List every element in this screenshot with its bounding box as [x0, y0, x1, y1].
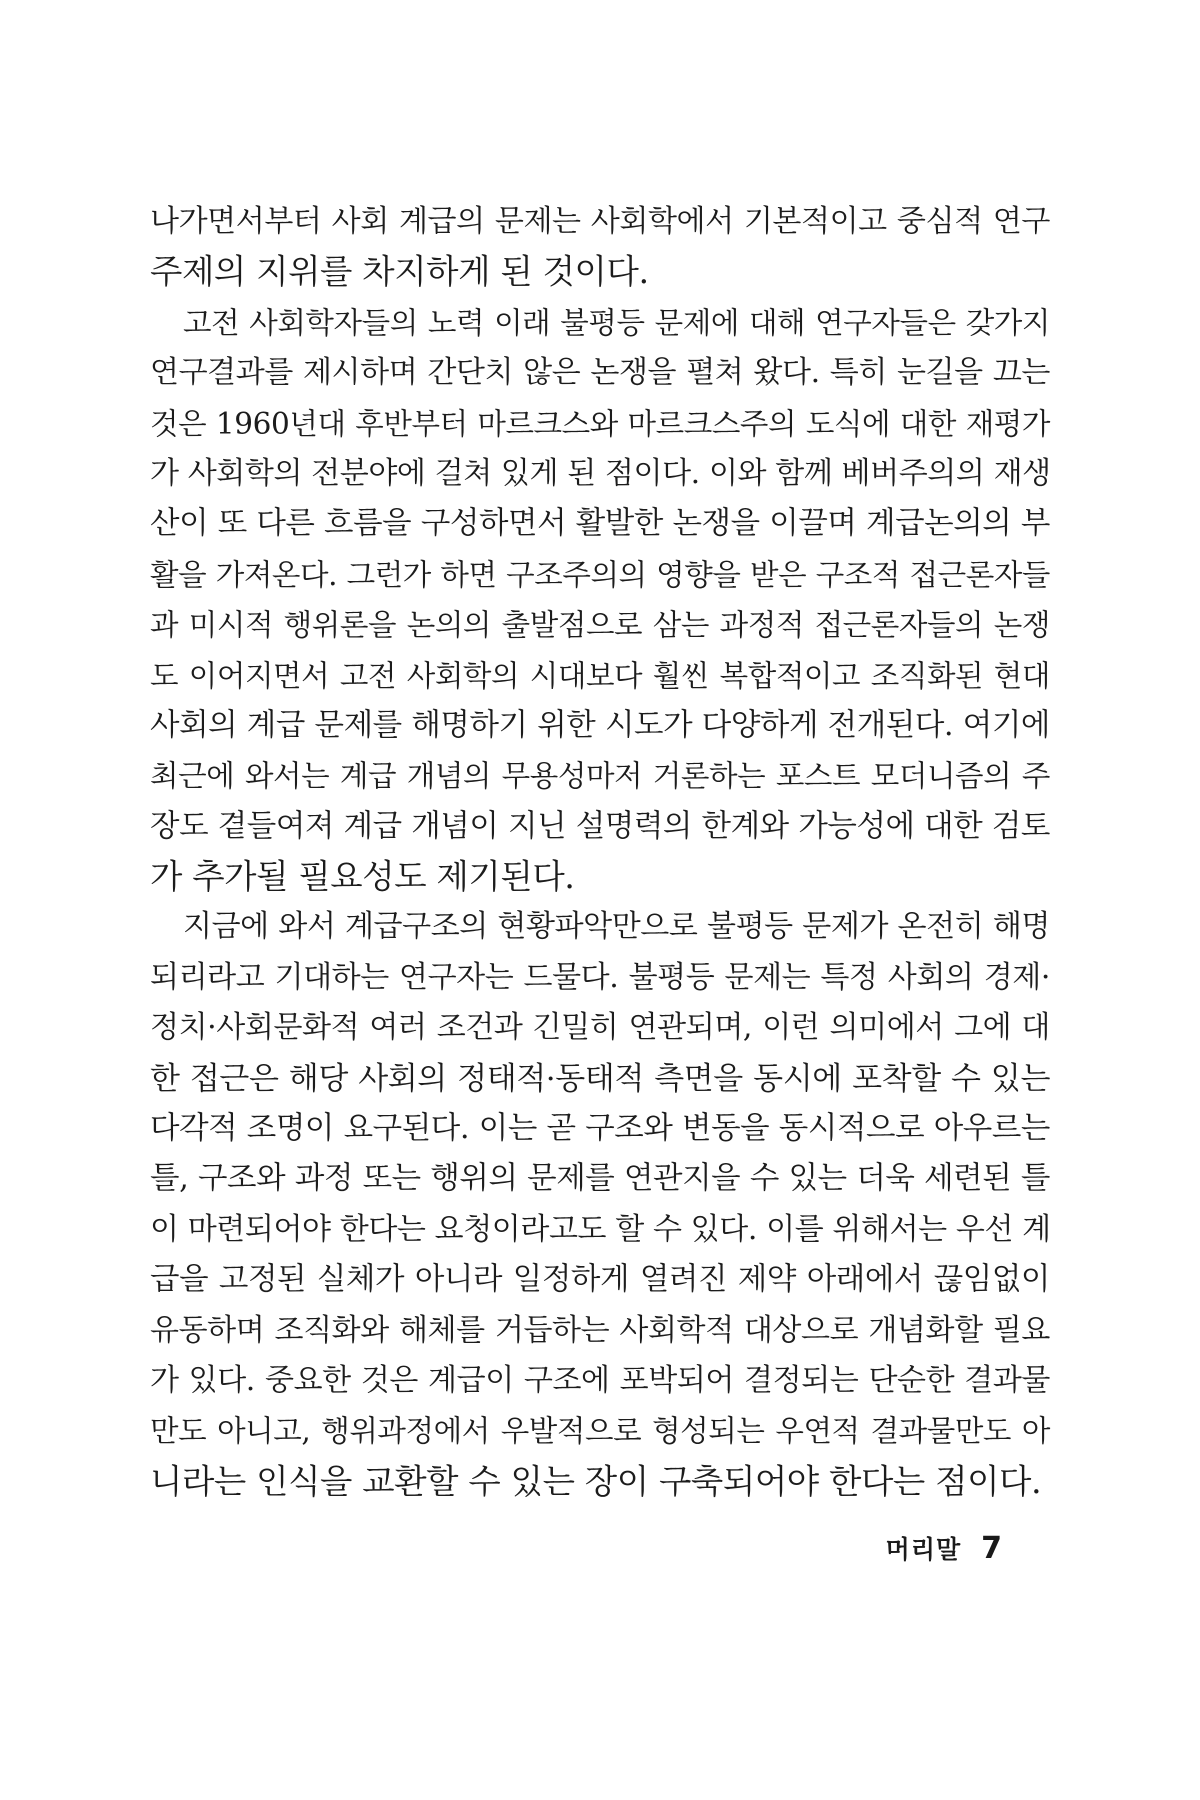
- body-text: [150, 197, 1050, 1507]
- text-line: 가 추가될 필요성도 제기된다.: [150, 857, 575, 897]
- text-line: 활을 가져온다. 그런가 하면 구조주의의 영향을 받은 구조적 접근론자들: [150, 557, 1050, 592]
- text-line: 사회의 계급 문제를 해명하기 위한 시도가 다양하게 전개된다. 여기에: [150, 707, 1050, 743]
- page-footer: [886, 1530, 1002, 1566]
- text-line: 한 접근은 해당 사회의 정태적·동태적 측면을 동시에 포착할 수 있는: [150, 1060, 1050, 1097]
- text-line: 고전 사회학자들의 노력 이래 불평등 문제에 대해 연구자들은 갖가지: [183, 305, 1050, 340]
- text-line: 나가면서부터 사회 계급의 문제는 사회학에서 기본적이고 중심적 연구: [150, 204, 1050, 239]
- text-line: 정치·사회문화적 여러 조건과 긴밀히 연관되며, 이런 의미에서 그에 대: [150, 1010, 1050, 1046]
- text-line: 과 미시적 행위론을 논의의 출발점으로 삼는 과정적 접근론자들의 논쟁: [150, 608, 1050, 643]
- text-line: 연구결과를 제시하며 간단치 않은 논쟁을 펼쳐 왔다. 특히 눈길을 끄는: [150, 355, 1050, 391]
- text-line: 유동하며 조직화와 해체를 거듭하는 사회학적 대상으로 개념화할 필요: [150, 1312, 1050, 1348]
- text-line: 산이 또 다른 흐름을 구성하면서 활발한 논쟁을 이끌며 계급논의의 부: [150, 506, 1050, 542]
- text-line: 급을 고정된 실체가 아니라 일정하게 열려진 제약 아래에서 끊임없이: [150, 1262, 1050, 1298]
- paragraph-2: [150, 298, 1050, 903]
- text-line: 니라는 인식을 교환할 수 있는 장이 구축되어야 한다는 점이다.: [150, 1461, 1042, 1501]
- text-line: 장도 곁들여져 계급 개념이 지닌 설명력의 한계와 가능성에 대한 검토: [150, 808, 1050, 844]
- text-line: 다각적 조명이 요구된다. 이는 곧 구조와 변동을 동시적으로 아우르는: [150, 1111, 1050, 1147]
- text-line: 가 있다. 중요한 것은 계급이 구조에 포박되어 결정되는 단순한 결과물: [150, 1362, 1050, 1398]
- text-line: 가 사회학의 전분야에 걸쳐 있게 된 점이다. 이와 함께 베버주의의 재생: [150, 455, 1051, 491]
- text-line: 지금에 와서 계급구조의 현황파악만으로 불평등 문제가 온전히 해명: [183, 909, 1050, 945]
- text-line: 도 이어지면서 고전 사회학의 시대보다 훨씬 복합적이고 조직화된 현대: [150, 658, 1050, 693]
- text-line: 만도 아니고, 행위과정에서 우발적으로 형성되는 우연적 결과물만도 아: [150, 1414, 1050, 1449]
- running-footer-section: 머리말: [885, 1535, 962, 1564]
- text-line: 되리라고 기대하는 연구자는 드물다. 불평등 문제는 특정 사회의 경제·: [150, 959, 1050, 995]
- text-line: 이 마련되어야 한다는 요청이라고도 할 수 있다. 이를 위해서는 우선 계: [150, 1211, 1051, 1247]
- paragraph-3: [150, 902, 1050, 1507]
- text-line: 최근에 와서는 계급 개념의 무용성마저 거론하는 포스트 모더니즘의 주: [150, 759, 1050, 794]
- paragraph-1: [150, 197, 1050, 298]
- text-line: 주제의 지위를 차지하게 된 것이다.: [150, 252, 649, 292]
- page-number: 7: [981, 1531, 1002, 1566]
- text-line: 것은 1960년대 후반부터 마르크스와 마르크스주의 도식에 대한 재평가: [150, 406, 1050, 441]
- text-line: 틀, 구조와 과정 또는 행위의 문제를 연관지을 수 있는 더욱 세련된 틀: [150, 1161, 1050, 1197]
